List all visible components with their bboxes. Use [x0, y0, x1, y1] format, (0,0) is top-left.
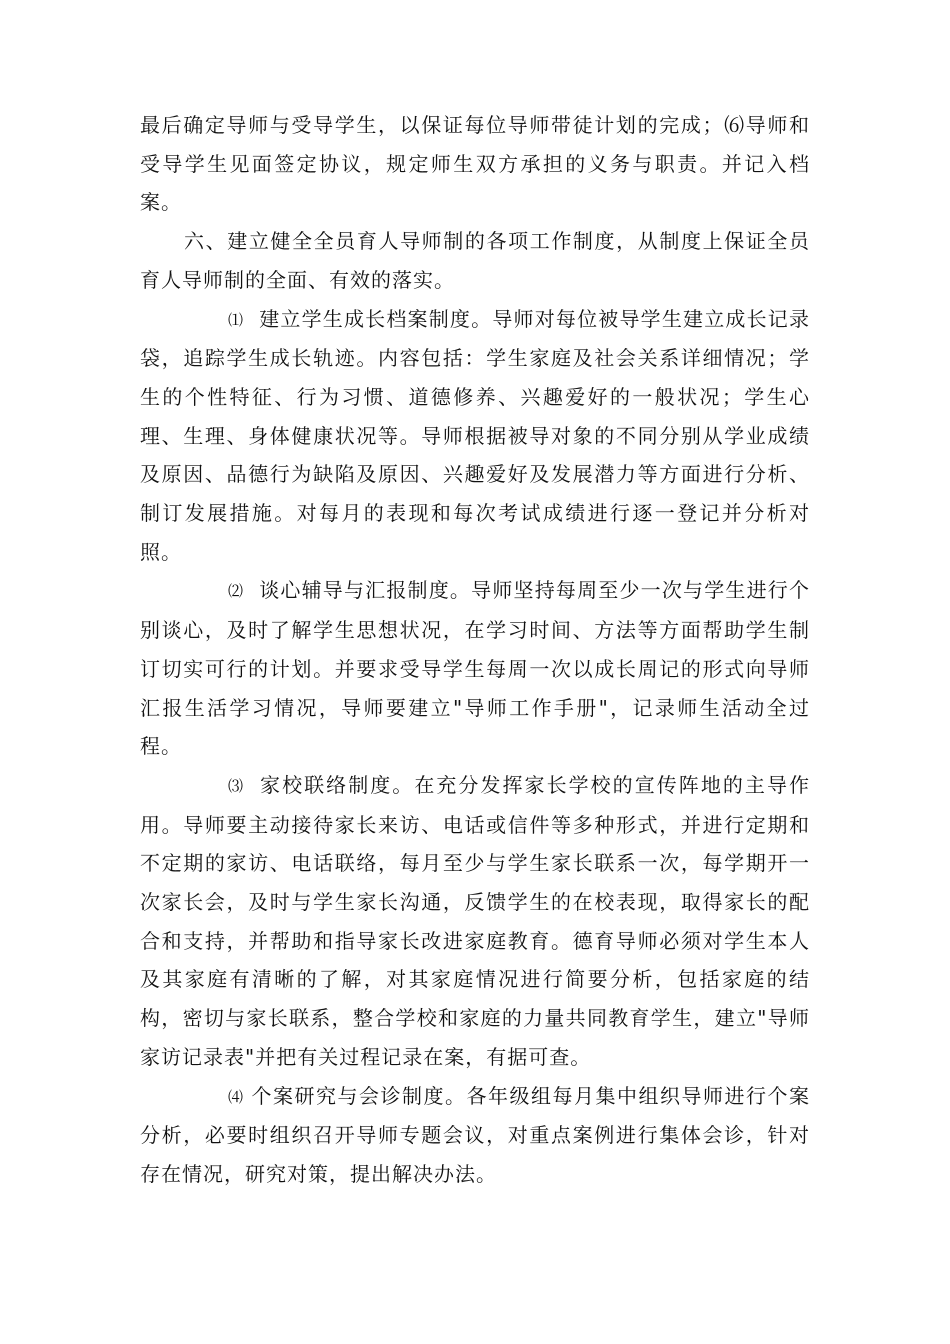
paragraph-text: 最后确定导师与受导学生，以保证每位导师带徒计划的完成；⑹导师和受导学生见面签定协议，规定师生双方承担的义务与职责。并记入档案。 — [140, 113, 810, 215]
paragraph-text: 谈心辅导与汇报制度。导师坚持每周至少一次与学生进行个别谈心，及时了解学生思想状况，在学习时间、方法等方面帮助学生制订切实可行的计划。并要求受导学生每周一次以成长周记的形式向导师汇报生活学习情况，导师要建立"导师工作手册"，记录师生活动全过程。 — [140, 578, 810, 759]
document-body — [140, 106, 810, 1194]
item-number: ⑵ — [228, 582, 244, 601]
item-number: ⑶ — [228, 776, 244, 795]
paragraph-continuation — [140, 106, 810, 222]
item-number: ⑷ — [228, 1087, 244, 1106]
paragraph-section-six — [140, 222, 810, 299]
paragraph-item-1 — [140, 300, 810, 572]
item-number: ⑴ — [228, 310, 244, 329]
paragraph-item-4 — [140, 1077, 810, 1194]
paragraph-item-3 — [140, 766, 810, 1077]
paragraph-text: 建立学生成长档案制度。导师对每位被导学生建立成长记录袋，追踪学生成长轨迹。内容包括：学生家庭及社会关系详细情况；学生的个性特征、行为习惯、道德修养、兴趣爱好的一般状况；学生心理、生理、身体健康状况等。导师根据被导对象的不同分别从学业成绩及原因、品德行为缺陷及原因、兴趣爱好及发展潜力等方面进行分析、制订发展措施。对每月的表现和每次考试成绩进行逐一登记并分析对照。 — [140, 306, 810, 564]
paragraph-text: 个案研究与会诊制度。各年级组每月集中组织导师进行个案分析，必要时组织召开导师专题会议，对重点案例进行集体会诊，针对存在情况，研究对策，提出解决办法。 — [140, 1083, 810, 1186]
paragraph-text: 家校联络制度。在充分发挥家长学校的宣传阵地的主导作用。导师要主动接待家长来访、电话或信件等多种形式，并进行定期和不定期的家访、电话联络，每月至少与学生家长联系一次，每学期开一次家长会，及时与学生家长沟通，反馈学生的在校表现，取得家长的配合和支持，并帮助和指导家长改进家庭教育。德育导师必须对学生本人及其家庭有清晰的了解，对其家庭情况进行简要分析，包括家庭的结构，密切与家长联系，整合学校和家庭的力量共同教育学生，建立"导师家访记录表"并把有关过程记录在案，有据可查。 — [140, 772, 810, 1069]
paragraph-item-2 — [140, 571, 810, 766]
paragraph-text: 六、建立健全全员育人导师制的各项工作制度，从制度上保证全员育人导师制的全面、有效的落实。 — [140, 229, 810, 292]
